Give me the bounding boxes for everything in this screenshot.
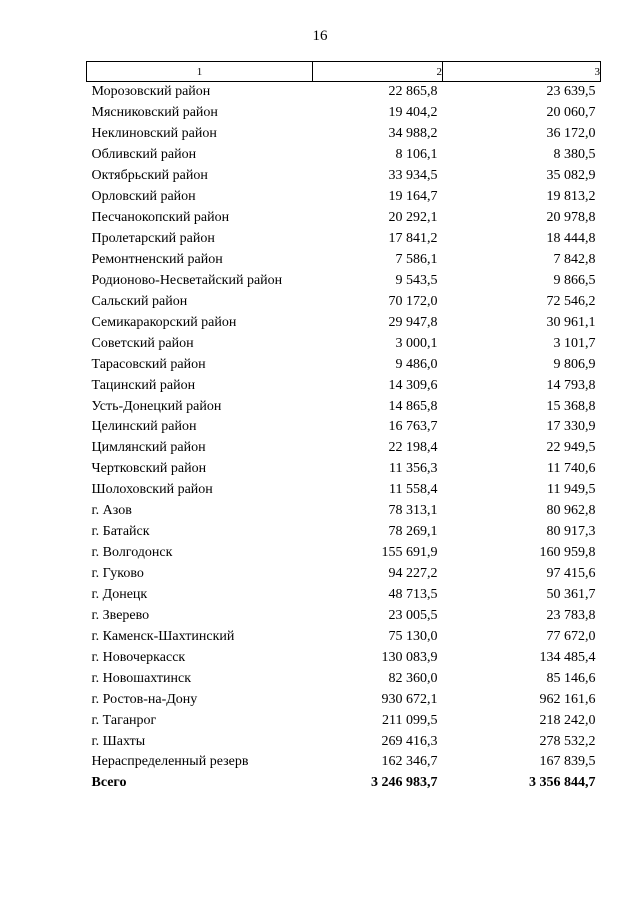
table-row xyxy=(87,605,601,626)
table-row xyxy=(87,166,601,187)
table-row xyxy=(87,522,601,543)
table-row xyxy=(87,250,601,271)
row-name: Целинский район xyxy=(91,419,197,435)
row-name: г. Новочеркасск xyxy=(91,649,186,665)
row-value-2: 11 558,4 xyxy=(389,482,438,498)
row-name: Семикаракорский район xyxy=(91,314,237,330)
row-name: Тарасовский район xyxy=(91,356,206,372)
row-value-2: 33 934,5 xyxy=(388,168,438,184)
table-row xyxy=(87,312,601,333)
column-header-2: 2 xyxy=(313,62,443,82)
table-row xyxy=(87,187,601,208)
row-name: Сальский район xyxy=(91,293,188,309)
row-value-2: 930 672,1 xyxy=(381,691,438,707)
row-value-2: 3 000,1 xyxy=(395,335,438,351)
row-name: Обливский район xyxy=(91,147,197,163)
table-row xyxy=(87,396,601,417)
table-row xyxy=(87,82,601,103)
column-header-3: 3 xyxy=(443,62,601,82)
table-row xyxy=(87,145,601,166)
row-name: г. Азов xyxy=(91,503,132,519)
row-value-3: 8 380,5 xyxy=(553,147,596,163)
row-value-3: 14 793,8 xyxy=(546,377,596,393)
row-value-2: 16 763,7 xyxy=(388,419,438,435)
row-name: г. Донецк xyxy=(91,586,148,602)
row-value-3: 77 672,0 xyxy=(546,628,596,644)
row-value-3: 17 330,9 xyxy=(546,419,596,435)
row-name: Нераспределенный резерв xyxy=(91,754,249,770)
row-value-2: 211 099,5 xyxy=(382,712,438,728)
row-value-3: 36 172,0 xyxy=(546,126,596,142)
table-row xyxy=(87,710,601,731)
row-name: Родионово-Несветайский район xyxy=(91,272,283,288)
table-row xyxy=(87,354,601,375)
table-row xyxy=(87,333,601,354)
row-value-3: 7 842,8 xyxy=(553,251,596,267)
row-value-2: 82 360,0 xyxy=(388,670,438,686)
row-name: г. Волгодонск xyxy=(91,545,173,561)
table-row xyxy=(87,731,601,752)
row-name: Октябрьский район xyxy=(91,168,208,184)
table-row xyxy=(87,480,601,501)
row-value-2: 17 841,2 xyxy=(388,231,438,247)
total-label: Всего xyxy=(91,775,127,791)
row-value-2: 78 269,1 xyxy=(388,524,438,540)
table-row xyxy=(87,626,601,647)
row-value-2: 75 130,0 xyxy=(388,628,438,644)
row-name: Цимлянский район xyxy=(91,440,206,456)
table-row xyxy=(87,208,601,229)
row-value-3: 97 415,6 xyxy=(546,566,596,582)
table-row xyxy=(87,564,601,585)
row-name: Мясниковский район xyxy=(91,105,218,121)
header-row xyxy=(87,62,601,82)
row-value-2: 11 356,3 xyxy=(389,461,438,477)
row-value-3: 19 813,2 xyxy=(546,189,596,205)
row-name: г. Каменск-Шахтинский xyxy=(91,628,235,644)
table-row xyxy=(87,291,601,312)
row-name: Пролетарский район xyxy=(91,231,215,247)
table-row xyxy=(87,375,601,396)
row-value-3: 80 917,3 xyxy=(546,524,596,540)
row-value-3: 20 978,8 xyxy=(546,210,596,226)
row-value-3: 85 146,6 xyxy=(546,670,596,686)
row-value-2: 14 865,8 xyxy=(388,398,438,414)
row-value-2: 23 005,5 xyxy=(388,607,438,623)
table-row xyxy=(87,124,601,145)
row-value-3: 11 949,5 xyxy=(547,482,596,498)
row-value-2: 155 691,9 xyxy=(381,545,438,561)
row-value-2: 9 543,5 xyxy=(395,272,438,288)
column-header-1: 1 xyxy=(87,62,313,82)
row-name: Советский район xyxy=(91,335,194,351)
row-value-3: 160 959,8 xyxy=(539,545,596,561)
table-row xyxy=(87,459,601,480)
row-value-2: 70 172,0 xyxy=(388,293,438,309)
row-value-3: 22 949,5 xyxy=(546,440,596,456)
row-name: г. Батайск xyxy=(91,524,150,540)
total-value-2: 3 246 983,7 xyxy=(371,775,438,791)
row-value-2: 22 865,8 xyxy=(388,84,438,100)
budget-table xyxy=(86,61,601,794)
row-value-3: 23 639,5 xyxy=(546,84,596,100)
row-value-3: 15 368,8 xyxy=(546,398,596,414)
table-row xyxy=(87,689,601,710)
row-value-3: 30 961,1 xyxy=(546,314,596,330)
table-row xyxy=(87,229,601,250)
total-row xyxy=(87,773,601,794)
page-number: 16 xyxy=(312,28,328,44)
row-name: Тацинский район xyxy=(91,377,196,393)
row-value-2: 78 313,1 xyxy=(388,503,438,519)
row-value-2: 29 947,8 xyxy=(388,314,438,330)
row-value-2: 34 988,2 xyxy=(388,126,438,142)
row-name: Песчанокопский район xyxy=(91,210,230,226)
row-name: Усть-Донецкий район xyxy=(91,398,222,414)
row-name: г. Зверево xyxy=(91,607,150,623)
row-name: г. Шахты xyxy=(91,733,146,749)
row-value-3: 11 740,6 xyxy=(547,461,596,477)
row-value-2: 8 106,1 xyxy=(395,147,438,163)
row-value-3: 167 839,5 xyxy=(539,754,596,770)
row-name: Морозовский район xyxy=(91,84,211,100)
row-value-2: 9 486,0 xyxy=(395,356,438,372)
row-value-3: 50 361,7 xyxy=(546,586,596,602)
row-value-2: 14 309,6 xyxy=(388,377,438,393)
row-value-3: 9 866,5 xyxy=(553,272,596,288)
row-value-2: 22 198,4 xyxy=(388,440,438,456)
row-value-3: 18 444,8 xyxy=(546,231,596,247)
table-row xyxy=(87,417,601,438)
row-value-2: 162 346,7 xyxy=(381,754,438,770)
row-value-3: 80 962,8 xyxy=(546,503,596,519)
row-name: Чертковский район xyxy=(91,461,207,477)
row-value-2: 19 164,7 xyxy=(388,189,438,205)
table-row xyxy=(87,103,601,124)
row-name: Ремонтненский район xyxy=(91,251,223,267)
table-row xyxy=(87,647,601,668)
row-value-3: 3 101,7 xyxy=(553,335,596,351)
row-value-3: 20 060,7 xyxy=(546,105,596,121)
row-name: Орловский район xyxy=(91,189,196,205)
table-row xyxy=(87,668,601,689)
row-value-2: 269 416,3 xyxy=(381,733,438,749)
row-value-2: 130 083,9 xyxy=(381,649,438,665)
row-value-2: 94 227,2 xyxy=(388,566,438,582)
table-row xyxy=(87,438,601,459)
row-value-2: 7 586,1 xyxy=(395,251,438,267)
row-value-3: 9 806,9 xyxy=(553,356,596,372)
row-value-3: 23 783,8 xyxy=(546,607,596,623)
row-value-2: 20 292,1 xyxy=(388,210,438,226)
table-row xyxy=(87,543,601,564)
row-value-3: 72 546,2 xyxy=(546,293,596,309)
row-value-3: 35 082,9 xyxy=(546,168,596,184)
row-name: г. Ростов-на-Дону xyxy=(91,691,198,707)
table-row xyxy=(87,752,601,773)
row-name: г. Таганрог xyxy=(91,712,157,728)
row-value-3: 218 242,0 xyxy=(539,712,596,728)
row-value-3: 278 532,2 xyxy=(539,733,596,749)
row-name: Шолоховский район xyxy=(91,482,213,498)
table-row xyxy=(87,585,601,606)
row-value-2: 19 404,2 xyxy=(388,105,438,121)
row-name: Неклиновский район xyxy=(91,126,217,142)
row-value-3: 134 485,4 xyxy=(539,649,596,665)
table-row xyxy=(87,501,601,522)
row-name: г. Гуково xyxy=(91,566,144,582)
row-value-3: 962 161,6 xyxy=(539,691,596,707)
row-name: г. Новошахтинск xyxy=(91,670,192,686)
total-value-3: 3 356 844,7 xyxy=(529,775,596,791)
row-value-2: 48 713,5 xyxy=(388,586,438,602)
table-row xyxy=(87,270,601,291)
